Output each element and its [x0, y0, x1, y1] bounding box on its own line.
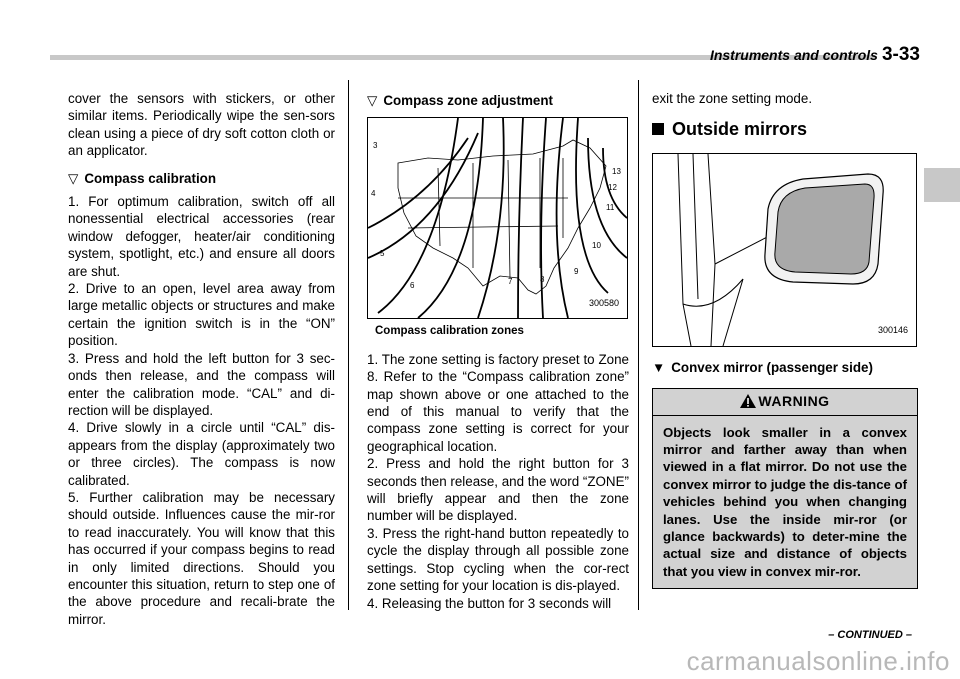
zone-label: 13	[612, 167, 621, 177]
square-bullet-icon	[652, 123, 664, 135]
figure-number: 300146	[877, 325, 908, 336]
zone-label: 6	[410, 281, 415, 291]
column-1	[68, 90, 335, 628]
continued-label: – CONTINUED –	[828, 629, 912, 641]
zone-label: 10	[592, 241, 601, 251]
page-header	[710, 44, 920, 66]
mirror-heading: ▼ Convex mirror (passenger side)	[652, 359, 873, 375]
zone-label: 4	[371, 189, 376, 199]
heading-triangle-icon: ▽	[68, 170, 79, 186]
section-heading: Outside mirrors	[652, 121, 918, 138]
warning-title: WARNING	[653, 389, 917, 415]
calibration-step-5: 5. Further calibration may be necessary should outside. Influences cause the mir-ror to read inaccurately. You will know that this has occurred if your compass begins to read in only limited directions. Should you encounter this situation, return to step one of the above procedure and recali-brate the mirror.	[68, 489, 335, 627]
page-number: 3-33	[881, 44, 920, 65]
calibration-step-3: 3. Press and hold the left button for 3 sec-onds then release, and the compass will enter the calibration mode. “CAL” and di-rection will be displayed.	[68, 350, 335, 418]
watermark: carmanualsonline.info	[686, 646, 950, 676]
zone-label: 3	[373, 141, 378, 151]
heading-triangle-icon: ▽	[367, 93, 378, 108]
zone-map-figure	[367, 117, 628, 319]
zone-step-1: 1. The zone setting is factory preset to Zone 8. Refer to the “Compass calibration zone” map shown above or one attached to the end of this manual to verify that the compass zone setting is correct for your geographical location.	[367, 351, 629, 454]
mirror-figure	[652, 153, 917, 347]
zone-label: 12	[608, 183, 617, 193]
intro-paragraph: cover the sensors with stickers, or other similar items. Periodically wipe the sen-sors clean using a piece of dry soft cotton cloth or an applicator.	[68, 91, 335, 159]
column-3	[652, 90, 918, 589]
zone-label: 8	[540, 275, 545, 285]
calibration-step-1: 1. For optimum calibration, switch off all nonessential electrical accessories (rear window defogger, heater/air conditioning system, spotlight, etc.) and ensure all doors are shut.	[68, 194, 335, 279]
header-title: Instruments and controls	[709, 47, 878, 63]
figure-number: 300580	[588, 298, 619, 308]
mirror-illustration	[653, 154, 916, 346]
continuation-text: exit the zone setting mode.	[652, 91, 813, 106]
column-2	[367, 92, 629, 612]
zone-heading: ▽ Compass zone adjustment	[367, 93, 553, 108]
zone-step-3: 3. Press the right-hand button repeatedly to cycle the display through all possible zone settings. Stop cycling when the cor-rect zone setting for your location is dis-played.	[367, 525, 629, 594]
chapter-tab	[924, 168, 960, 202]
zone-label: 9	[574, 267, 579, 277]
zone-label: 7	[508, 277, 513, 287]
zone-step-2: 2. Press and hold the right button for 3 seconds then release, and the word “ZONE” will briefly appear and then the zone number will be displayed.	[367, 456, 629, 524]
figure-caption: Compass calibration zones	[375, 325, 524, 338]
calibration-step-4: 4. Drive slowly in a circle until “CAL” dis-appears from the display (approximately two or three circles). The compass is now calibrated.	[68, 420, 335, 488]
usa-zone-map	[368, 118, 627, 318]
warning-text: Objects look smaller in a convex mirror and farther away than when viewed in a flat mirror. Do not use the convex mirror to judge the dis-tance of vehicles behind you when changing lanes. Use the inside mir-ror (or glance backwards) to deter-mine the actual size and distance of objects that you view in convex mir-ror.	[663, 424, 908, 579]
column-divider-1	[348, 80, 349, 610]
warning-icon	[740, 394, 756, 408]
filled-triangle-icon: ▼	[652, 359, 666, 375]
warning-box	[652, 388, 918, 589]
zone-label: 11	[606, 203, 615, 213]
column-divider-2	[638, 80, 639, 610]
zone-step-4: 4. Releasing the button for 3 seconds will	[367, 595, 612, 611]
calibration-step-2: 2. Drive to an open, level area away from large metallic objects or structures and make certain the ignition switch is in the “ON” position.	[68, 281, 335, 349]
zone-label: 5	[380, 249, 385, 259]
calibration-heading: ▽ Compass calibration	[68, 170, 217, 186]
